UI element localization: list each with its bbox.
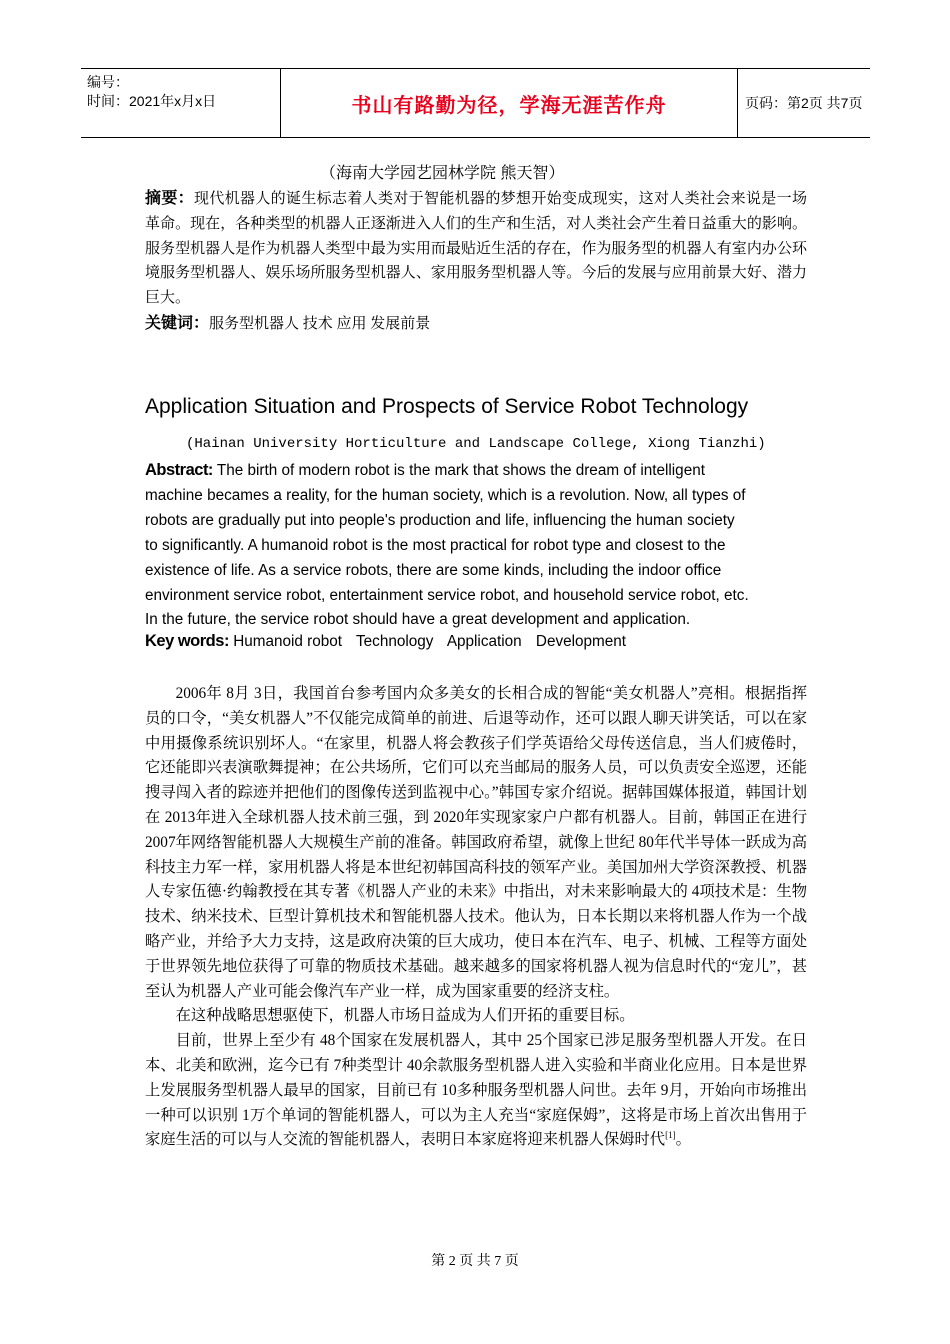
en-title: Application Situation and Prospects of Service Robot Technology xyxy=(145,395,749,418)
en-abstract-line: to significantly. A humanoid robot is the most practical for robot type and closest to the xyxy=(145,536,726,554)
cn-abstract-label: 摘要： xyxy=(145,190,194,207)
body-text xyxy=(145,682,807,1153)
cn-abstract-text: 现代机器人的诞生标志着人类对于智能机器的梦想开始变成现实，这对人类社会来说是一场革命。现在，各种类型的机器人正逐渐进入人们的生产和生活，对人类社会产生着日益重大的影响。服务型机器人是作为机器人类型中最为实用而最贴近生活的存在，作为服务型的机器人有室内办公环境服务型机器人、娱乐场所服务型机器人、家用服务型机器人等。今后的发展与应用前景大好、潜力巨大。 xyxy=(145,191,807,307)
en-abstract-line: machine becames a reality, for the human society, which is a revolution. Now, all types of xyxy=(145,486,746,504)
en-keyword: Technology xyxy=(356,633,434,650)
en-keyword: Development xyxy=(535,633,627,650)
header-page-label: 页码：第2页 共7页 xyxy=(745,95,863,111)
header-motto-cell xyxy=(281,69,738,137)
cn-keywords xyxy=(145,310,430,333)
en-keywords xyxy=(145,632,636,651)
citation-marker: [1] xyxy=(665,1130,676,1141)
cn-keywords-label: 关键词： xyxy=(145,315,210,332)
body-paragraph xyxy=(145,1029,807,1153)
en-abstract-line: In the future, the service robot should have a great development and application. xyxy=(145,611,691,629)
page-header xyxy=(81,68,870,138)
header-meta xyxy=(81,69,281,137)
en-abstract-line: existence of life. As a service robots, there are some kinds, including the indoor office xyxy=(145,561,722,579)
header-number-label: 编号： xyxy=(87,74,129,90)
page-footer: 第 2 页 共 7 页 xyxy=(431,1254,519,1269)
body-paragraph: 2006年 8月 3日，我国首台参考国内众多美女的长相合成的智能“美女机器人”亮相。根据指挥员的口令，“美女机器人”不仅能完成简单的前进、后退等动作，还可以跟人聊天讲笑话，可以在家中用摄像系统识别坏人。“在家里，机器人将会教孩子们学英语给父母传送信息，当人们疲倦时，它还能即兴表演歌舞提神；在公共场所，它们可以充当邮局的服务人员，可以负责安全巡逻，还能搜寻闯入者的踪迹并把他们的图像传送到监视中心。”韩国专家介绍说。据韩国媒体报道，韩国计划在 2013年进入全球机器人技术前三强，到 2020年实现家家户户都有机器人。目前，韩国正在进行 2007年网络智能机器人大规模生产前的准备。韩国政府希望，就像上世纪 80年代半导体一跃成为高科技主力军一样，家用机器人将是本世纪初韩国高科技的领军产业。美国加州大学资深教授、机器人专家伍德·约翰教授在其专著《机器人产业的未来》中指出，对未来影响最大的 4项技术是：生物技术、纳米技术、巨型计算机技术和智能机器人技术。他认为，日本长期以来将机器人作为一个战略产业，并给予大力支持，这是政府决策的巨大成功，使日本在汽车、电子、机械、工程等方面处于世界领先地位获得了可靠的物质技术基础。越来越多的国家将机器人视为信息时代的“宠儿”，甚至认为机器人产业可能会像汽车产业一样，成为国家重要的经济支柱。 xyxy=(145,685,807,1000)
cn-keywords-text: 服务型机器人 技术 应用 发展前景 xyxy=(209,316,431,332)
en-abstract-line xyxy=(145,458,810,484)
en-keyword: Humanoid robot xyxy=(233,633,343,650)
header-motto: 书山有路勤为径，学海无涯苦作舟 xyxy=(351,94,667,117)
cn-affiliation: （海南大学园艺园林学院 熊天智） xyxy=(320,165,565,182)
en-affiliation: (Hainan University Horticulture and Landscape College, Xiong Tianzhi) xyxy=(186,436,766,452)
paragraph-end-mark: 。 xyxy=(675,1131,691,1149)
body-paragraph: 在这种战略思想驱使下，机器人市场日益成为人们开拓的重要目标。 xyxy=(175,1007,635,1025)
en-keywords-label: Key words: xyxy=(145,632,229,650)
header-page-cell xyxy=(737,69,870,137)
en-abstract-label: Abstract: xyxy=(145,461,213,479)
cn-abstract xyxy=(145,187,807,311)
en-abstract-text: The birth of modern robot is the mark that shows the dream of intelligent xyxy=(212,462,705,479)
en-abstract-line: environment service robot, entertainment service robot, and household service robot, etc. xyxy=(145,586,749,604)
header-time-label: 时间：2021年x月x日 xyxy=(87,93,217,109)
body-paragraph-text: 目前，世界上至少有 48个国家在发展机器人，其中 25个国家已涉足服务型机器人开发。在日本、北美和欧洲，迄今已有 7种类型计 40余款服务型机器人进入实验和半商业化应用。日本是世界上发展服务型机器人最早的国家，目前已有 10多种服务型机器人问世。去年 9月，开始向市场推出一种可以识别 1万个单词的智能机器人，可以为主人充当“家庭保姆”，这将是市场上首次出售用于家庭生活的可以与人交流的智能机器人，表明日本家庭将迎来机器人保姆时代 xyxy=(145,1032,807,1149)
en-abstract-line: robots are gradually put into people's production and life, influencing the human society xyxy=(145,511,735,529)
en-keyword: Application xyxy=(446,633,522,650)
en-abstract xyxy=(145,458,810,633)
